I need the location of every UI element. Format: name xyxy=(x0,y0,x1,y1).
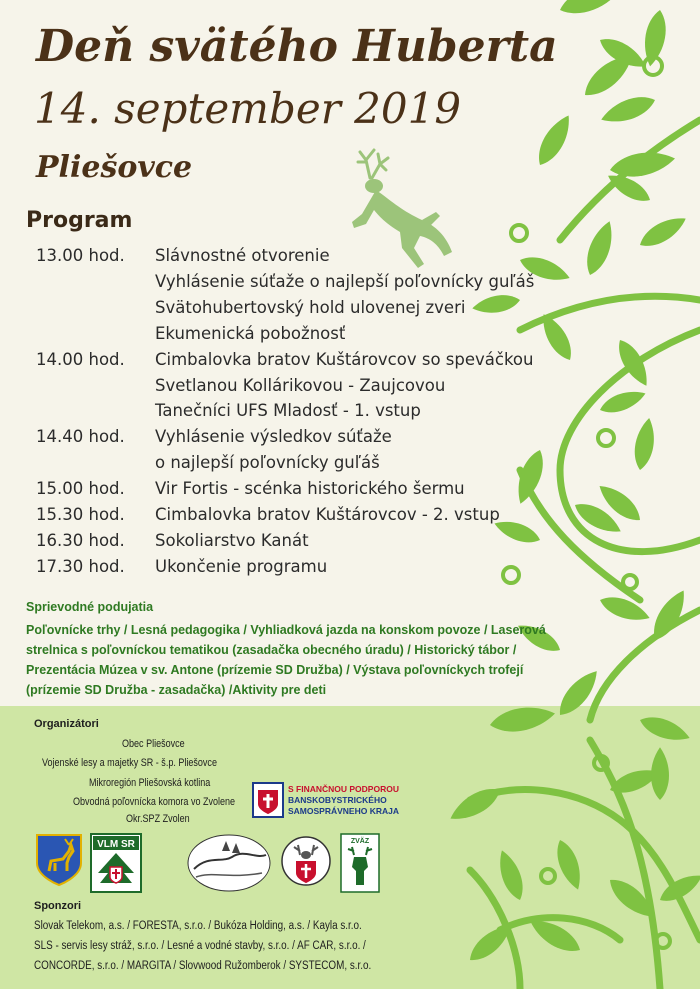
spz-zvaz-logo-icon xyxy=(340,833,380,893)
program-heading: Program xyxy=(26,208,133,233)
entry-item: Ekumenická pobožnosť xyxy=(155,323,346,343)
event-title: Deň svätého Huberta xyxy=(36,21,558,72)
side-events-line: Prezentácia Múzea v sv. Antone (prízemie SD Družba) / Výstava poľovníckych trofejí xyxy=(26,663,524,677)
sponsors-heading: Sponzori xyxy=(34,900,82,912)
sponsor-line: SLS - servis lesy stráž, s.r.o. / Lesné a vodné stavby, s.r.o. / AF CAR, s.r.o. / xyxy=(34,940,366,952)
program-entry xyxy=(36,243,596,347)
vlm-sr-logo-icon xyxy=(90,833,142,893)
side-events-heading: Sprievodné podujatia xyxy=(26,600,154,614)
entry-time: 16.30 hod. xyxy=(36,530,125,550)
entry-item: Cimbalovka bratov Kuštárovcov so speváčkou xyxy=(155,349,534,369)
entry-item: Cimbalovka bratov Kuštárovcov - 2. vstup xyxy=(155,505,500,525)
entry-time: 15.30 hod. xyxy=(36,505,125,525)
sponsor-line: Slovak Telekom, a.s. / FORESTA, s.r.o. / Bukóza Holding, a.s. / Kayla s.r.o. xyxy=(34,920,362,932)
zvaz-text: ZVÄZ xyxy=(350,838,370,845)
entry-time: 14.40 hod. xyxy=(36,427,125,447)
program-entry xyxy=(36,424,596,476)
entry-item: Svätohubertovský hold ulovenej zveri xyxy=(155,297,466,317)
funding-line: S FINANČNOU PODPOROU xyxy=(288,784,399,794)
hunting-chamber-crest-icon xyxy=(280,833,332,893)
side-events-line: (prízemie SD Družba - zasadačka) /Aktivity pre deti xyxy=(26,683,327,697)
funding-line: BANSKOBYSTRICKÉHO xyxy=(288,795,387,805)
program-entry xyxy=(36,476,596,502)
side-events-line: strelnica s poľovníckou tematikou (zasadačka obecného úradu) / Historický tábor / xyxy=(26,643,517,657)
bbsk-crest-icon xyxy=(252,782,284,818)
organizer-line: Mikroregión Pliešovská kotlina xyxy=(89,777,211,789)
funding-text xyxy=(288,784,399,817)
entry-item: Ukončenie programu xyxy=(155,556,328,576)
entry-item: Sokoliarstvo Kanát xyxy=(155,530,309,550)
entry-item: Vyhlásenie výsledkov súťaže xyxy=(155,427,392,447)
entry-item: Vir Fortis - scénka historického šermu xyxy=(155,479,465,499)
side-events-list xyxy=(26,620,586,700)
entry-item: Svetlanou Kollárikovou - Zaujcovou xyxy=(155,375,446,395)
vlm-text: VLM SR xyxy=(97,839,135,850)
organizer-line: Obec Pliešovce xyxy=(122,738,185,750)
organizer-line: Vojenské lesy a majetky SR - š.p. Pliešovce xyxy=(42,757,217,769)
event-place: Pliešovce xyxy=(36,150,193,185)
plieshovce-coat-of-arms-icon xyxy=(35,833,83,887)
entry-time: 14.00 hod. xyxy=(36,349,125,369)
entry-item: Tanečníci UFS Mladosť - 1. vstup xyxy=(155,401,421,421)
entry-item: Slávnostné otvorenie xyxy=(155,246,330,265)
program-entry xyxy=(36,528,596,554)
entry-item: Vyhlásenie súťaže o najlepší poľovnícky guľáš xyxy=(155,271,535,291)
organizer-line: Okr.SPZ Zvolen xyxy=(126,813,190,825)
program-entry xyxy=(36,554,596,580)
event-date: 14. september 2019 xyxy=(34,84,462,133)
organizers-heading: Organizátori xyxy=(34,718,99,730)
program-schedule xyxy=(36,243,596,580)
funding-line: SAMOSPRÁVNEHO KRAJA xyxy=(288,806,399,816)
program-entry xyxy=(36,347,596,425)
program-entry xyxy=(36,502,596,528)
organizer-line: Obvodná poľovnícka komora vo Zvolene xyxy=(73,796,236,808)
sponsor-line: CONCORDE, s.r.o. / MARGITA / Slovwood Ružomberok / SYSTECOM, s.r.o. xyxy=(34,960,372,972)
entry-time: 17.30 hod. xyxy=(36,556,125,576)
entry-time: 15.00 hod. xyxy=(36,479,125,499)
mikroregion-logo-icon xyxy=(186,833,272,893)
entry-time: 13.00 hod. xyxy=(36,246,125,265)
entry-item: o najlepší poľovnícky guľáš xyxy=(155,453,380,473)
side-events-line: Poľovnícke trhy / Lesná pedagogika / Vyhliadková jazda na konskom povoze / Laserová xyxy=(26,623,546,637)
